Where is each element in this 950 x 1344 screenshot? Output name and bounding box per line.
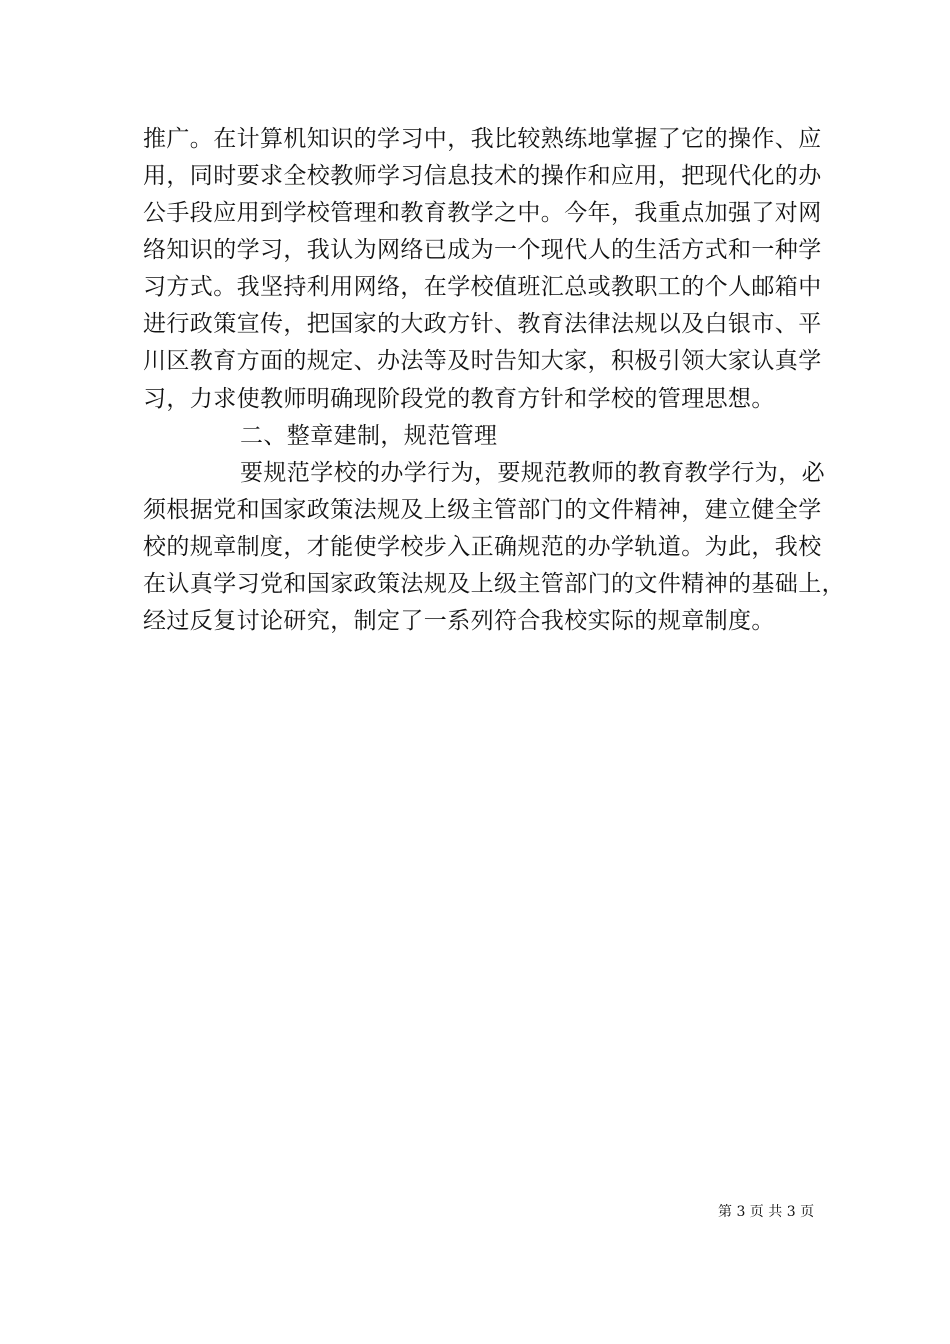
paragraph-2-line-4: 在认真学习党和国家政策法规及上级主管部门的文件精神的基础上， [143,571,845,597]
paragraph-1-line-4: 络知识的学习，我认为网络已成为一个现代人的生活方式和一种学 [143,237,822,263]
paragraph-1-line-3: 公手段应用到学校管理和教育教学之中。今年，我重点加强了对网 [143,200,822,226]
paragraph-1-line-8: 习，力求使教师明确现阶段党的教育方针和学校的管理思想。 [143,386,775,412]
page-number-footer: 第 3 页 共 3 页 [718,1204,815,1220]
paragraph-1-line-5: 习方式。我坚持利用网络，在学校值班汇总或教职工的个人邮箱中 [143,274,822,300]
paragraph-2-line-5: 经过反复讨论研究，制定了一系列符合我校实际的规章制度。 [143,608,775,634]
paragraph-2-line-2: 须根据党和国家政策法规及上级主管部门的文件精神，建立健全学 [143,497,822,523]
paragraph-2-line-1: 要规范学校的办学行为，要规范教师的教育教学行为，必 [240,460,825,486]
paragraph-1-line-7: 川区教育方面的规定、办法等及时告知大家，积极引领大家认真学 [143,348,822,374]
paragraph-1-line-6: 进行政策宣传，把国家的大政方针、教育法律法规以及白银市、平 [143,311,822,337]
section-heading: 二、整章建制，规范管理 [240,423,498,449]
paragraph-2-line-3: 校的规章制度，才能使学校步入正确规范的办学轨道。为此，我校 [143,534,822,560]
paragraph-1-line-2: 用，同时要求全校教师学习信息技术的操作和应用，把现代化的办 [143,163,822,189]
paragraph-1-line-1: 推广。在计算机知识的学习中，我比较熟练地掌握了它的操作、应 [143,126,822,152]
